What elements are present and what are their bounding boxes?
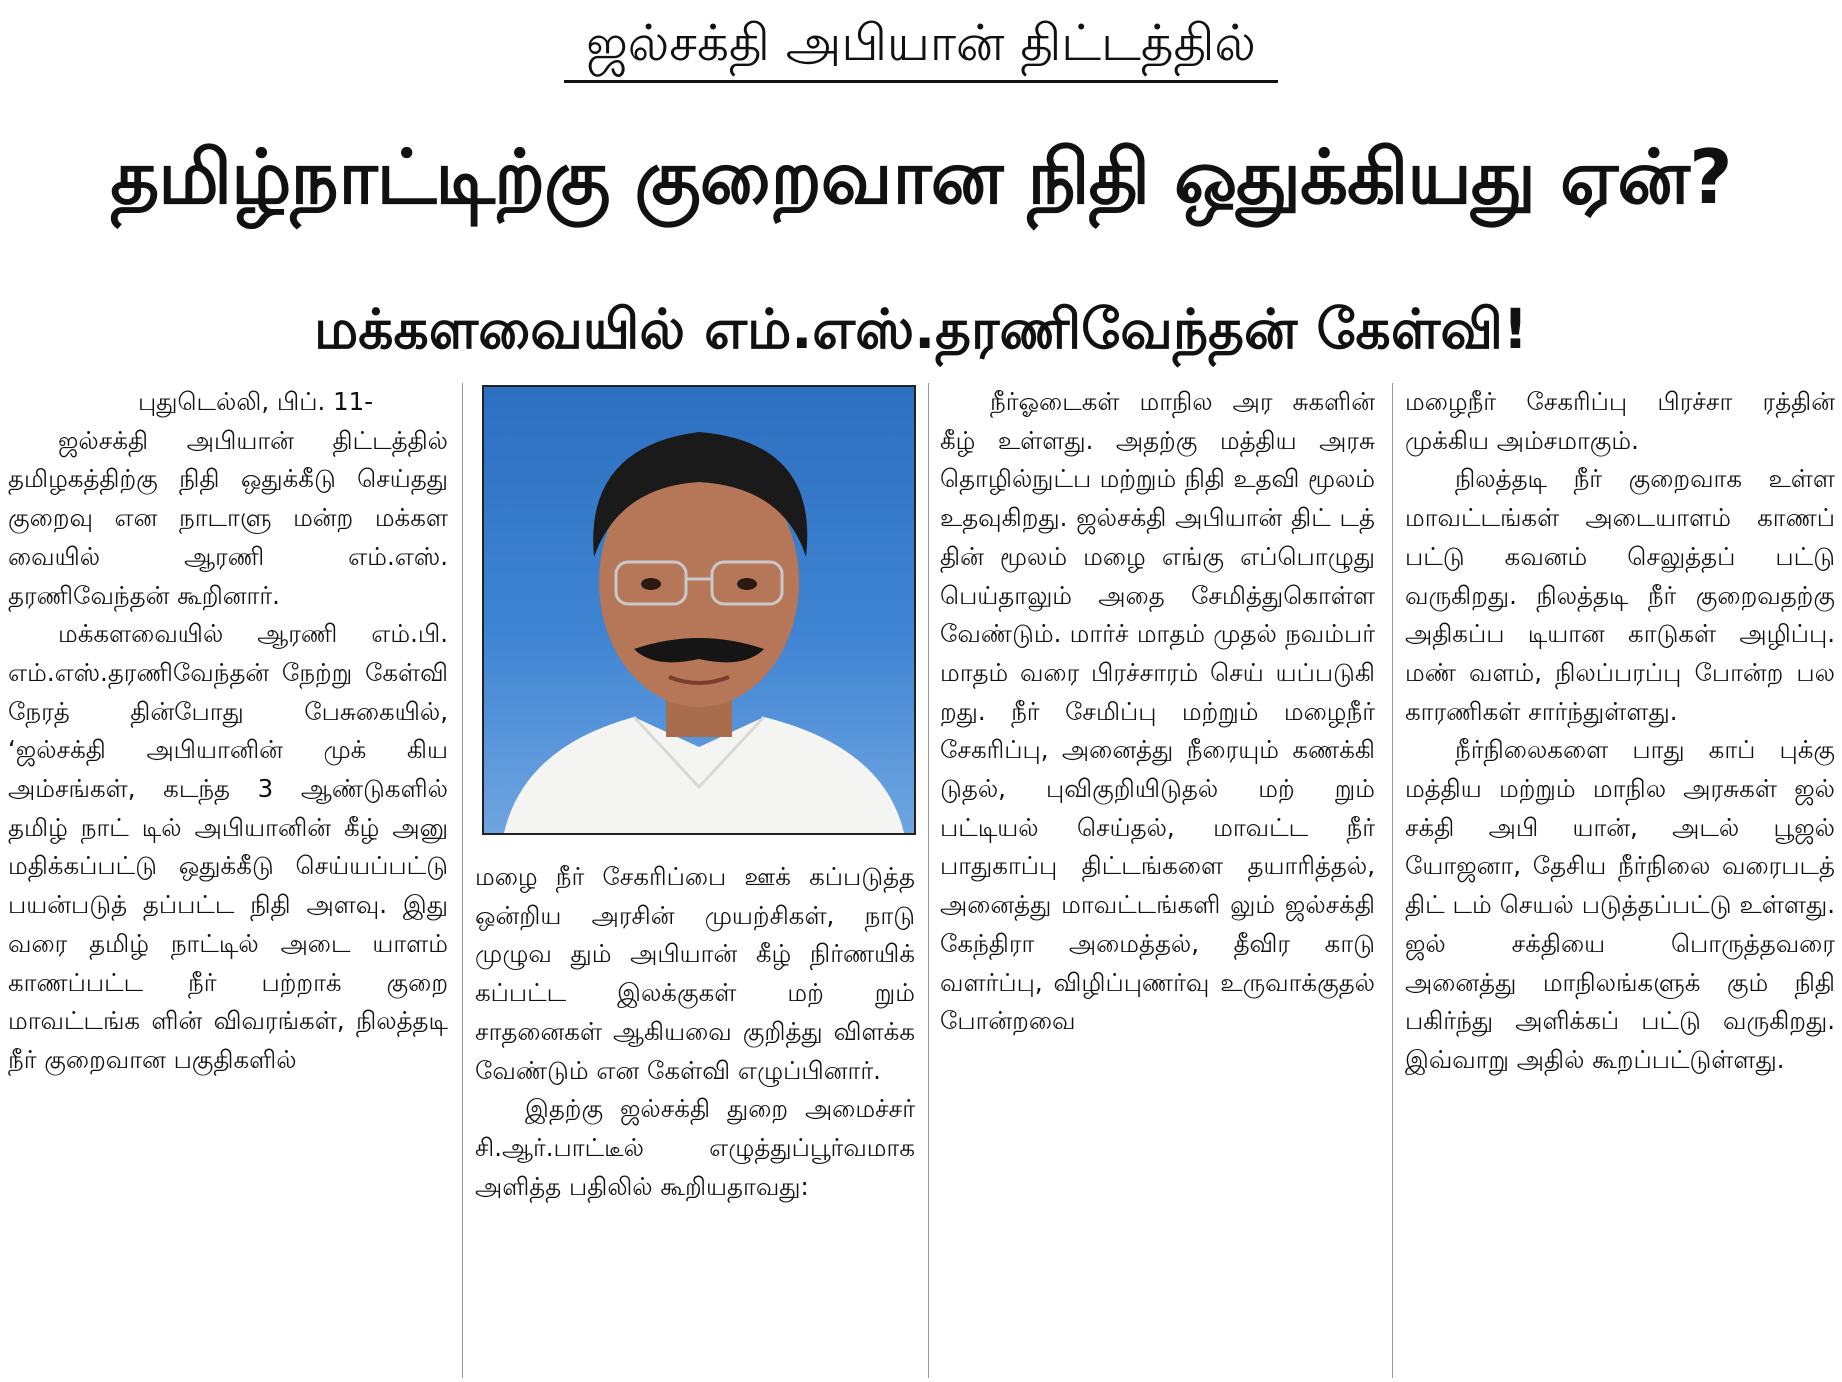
paragraph: நீர்ஓடைகள் மாநில அர சுகளின் கீழ் உள்ளது. அதற்கு மத்திய அரசு தொழில்நுட்ப மற்றும் நிதி உதவி மூலம் உதவுகிறது. ஜல்சக்தி அபியான் திட் டத் தின் மூலம் மழை எங்கு எப்பொழுது பெய்தாலும் அதை சேமித்துகொள்ள வேண்டும். மார்ச் மாதம் முதல் நவம்பர் மாதம் வரை பிரச்சாரம் செய் யப்படுகி றது. நீர் சேமிப்பு மற்றும் மழைநீர் சேகரிப்பு, அனைத்து நீரையும் கணக்கி டுதல், புவிகுறியிடுதல் மற் றும் பட்டியல் செய்தல், மாவட்ட நீர் பாதுகாப்பு திட்டங்களை தயாரித்தல், அனைத்து மாவட்டங்களி லும் ஜல்சக்தி கேந்திரா அமைத்தல், தீவிர காடு வளர்ப்பு, விழிப்புணர்வு உருவாக்குதல் போன்றவை — [940, 387, 1375, 1036]
headline: தமிழ்நாட்டிற்கு குறைவான நிதி ஒதுக்கியது ஏன்? — [110, 133, 1732, 221]
paragraph: ஜல்சக்தி அபியான் திட்டத்தில் தமிழகத்திற்கு நிதி ஒதுக்கீடு செய்தது குறைவு என நாடாளு மன்ற மக்கள வையில் ஆரணி எம்.எஸ். தரணிவேந்தன் கூறினார். — [8, 425, 448, 610]
kicker-header — [0, 8, 1842, 88]
portrait-image — [484, 387, 914, 833]
kicker-text: ஜல்சக்தி அபியான் திட்டத்தில் — [564, 8, 1278, 83]
article-column-3 — [940, 383, 1375, 1378]
paragraph: மழைநீர் சேகரிப்பு பிரச்சா ரத்தின் முக்கிய அம்சமாகும். — [1405, 387, 1835, 455]
column-divider — [928, 383, 929, 1378]
article-column-2 — [475, 858, 915, 1378]
paragraph: நீர்நிலைகளை பாது காப் புக்கு மத்திய மற்றும் மாநில அரசுகள் ஜல் சக்தி அபி யான், அடல் பூஜல் யோஜனா, தேசிய நீர்நிலை வரைபடத் திட் டம் செயல் படுத்தப்பட்டு உள்ளது. ஜல் சக்தியை பொருத்தவரை அனைத்து மாநிலங்களுக் கும் நிதி பகிர்ந்து அளிக்கப் பட்டு வருகிறது. இவ்வாறு அதில் கூறப்பட்டுள்ளது. — [1405, 735, 1835, 1074]
portrait-photo — [482, 385, 916, 835]
article-column-1 — [8, 383, 448, 1378]
column-divider — [462, 383, 463, 1378]
right-eye — [737, 578, 757, 590]
article-column-4 — [1405, 383, 1835, 1378]
dateline: புதுடெல்லி, பிப். 11- — [138, 387, 374, 416]
subheadline: மக்களவையில் எம்.எஸ்.தரணிவேந்தன் கேள்வி! — [314, 297, 1528, 361]
column-divider — [1392, 383, 1393, 1378]
paragraph: மழை நீர் சேகரிப்பை ஊக் கப்படுத்த ஒன்றிய அரசின் முயற்சிகள், நாடு முழுவ தும் அபியான் கீழ் நிர்ணயிக் கப்பட்ட இலக்குகள் மற் றும் சாதனைகள் ஆகியவை குறித்து விளக்க வேண்டும் என கேள்வி எழுப்பினார். — [475, 862, 915, 1085]
left-eye — [641, 578, 661, 590]
paragraph: மக்களவையில் ஆரணி எம்.பி. எம்.எஸ்.தரணிவேந்தன் நேற்று கேள்வி நேரத் தின்போது பேசுகையில், ‘ஜல்சக்தி அபியானின் முக் கிய அம்சங்கள், கடந்த 3 ஆண்டுகளில் தமிழ் நாட் டில் அபியானின் கீழ் அனு மதிக்கப்பட்டு ஒதுக்கீடு செய்யப்பட்டு பயன்படுத் தப்பட்ட நிதி அளவு. இது வரை தமிழ் நாட்டில் அடை யாளம் காணப்பட்ட நீர் பற்றாக் குறை மாவட்டங்க ளின் விவரங்கள், நிலத்தடி நீர் குறைவான பகுதிகளில் — [8, 619, 448, 1074]
paragraph: நிலத்தடி நீர் குறைவாக உள்ள மாவட்டங்கள் அடையாளம் காணப் பட்டு கவனம் செலுத்தப் பட்டு வருகிறது. நிலத்தடி நீர் குறைவதற்கு அதிகப்ப டியான காடுகள் அழிப்பு. மண் வளம், நிலப்பரப்பு போன்ற பல காரணிகள் சார்ந்துள்ளது. — [1405, 464, 1835, 726]
paragraph: இதற்கு ஜல்சக்தி துறை அமைச்சர் சி.ஆர்.பாட்டீல் எழுத்துப்பூர்வமாக அளித்த பதிலில் கூறியதாவது: — [475, 1094, 915, 1201]
